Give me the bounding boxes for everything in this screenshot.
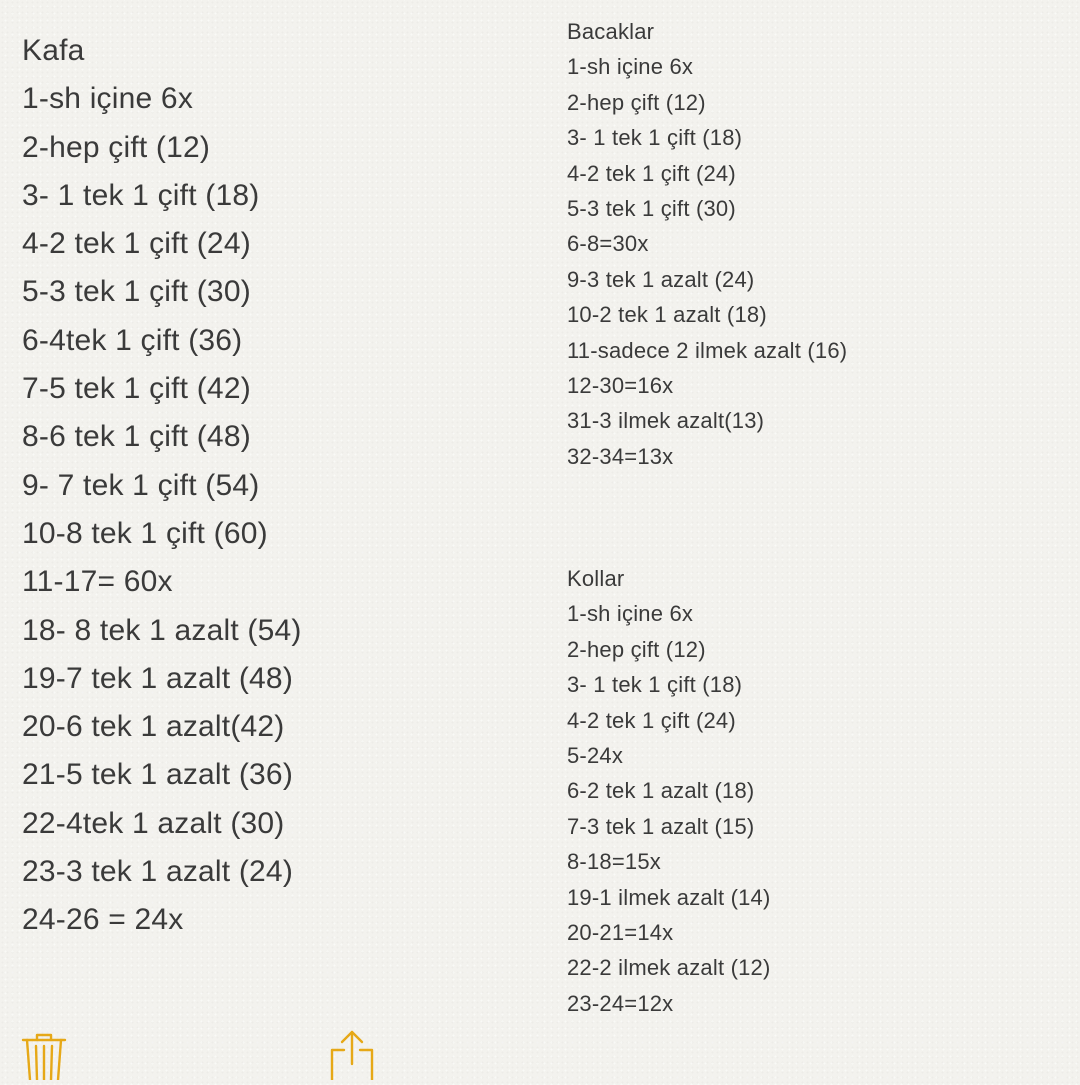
note-line: 7-5 tek 1 çift (42) xyxy=(22,372,251,406)
note-line: 3- 1 tek 1 çift (18) xyxy=(567,672,743,698)
note-line: 9-3 tek 1 azalt (24) xyxy=(567,266,755,292)
note-line: 7-3 tek 1 azalt (15) xyxy=(567,813,755,839)
note-line: 11-17= 60x xyxy=(22,565,173,599)
note-line: 9- 7 tek 1 çift (54) xyxy=(22,468,260,502)
note-line: 8-6 tek 1 çift (48) xyxy=(22,420,251,454)
note-line: 5-3 tek 1 çift (30) xyxy=(22,275,251,309)
note-line: 2-hep çift (12) xyxy=(567,89,706,115)
note-line: 23-3 tek 1 azalt (24) xyxy=(22,855,294,889)
note-line: 22-2 ilmek azalt (12) xyxy=(567,955,771,981)
trash-icon[interactable] xyxy=(21,1030,67,1085)
note-line: 1-sh içine 6x xyxy=(22,82,194,116)
note-line: 3- 1 tek 1 çift (18) xyxy=(22,178,260,212)
note-line: 11-sadece 2 ilmek azalt (16) xyxy=(567,337,848,363)
note-line: 5-3 tek 1 çift (30) xyxy=(567,196,736,222)
note-line: 22-4tek 1 azalt (30) xyxy=(22,806,285,840)
note-line: 2-hep çift (12) xyxy=(567,636,706,662)
note-line: 6-8=30x xyxy=(567,231,649,257)
note-line: 21-5 tek 1 azalt (36) xyxy=(22,758,294,792)
note-section-head xyxy=(22,27,302,945)
share-icon[interactable] xyxy=(328,1030,376,1085)
note-line: 20-21=14x xyxy=(567,920,674,946)
note-line: 6-2 tek 1 azalt (18) xyxy=(567,778,755,804)
note-section-legs xyxy=(567,14,847,474)
note-line: 4-2 tek 1 çift (24) xyxy=(567,707,736,733)
note-line: 12-30=16x xyxy=(567,373,674,399)
note-line: 4-2 tek 1 çift (24) xyxy=(22,227,251,261)
note-line: 1-sh içine 6x xyxy=(567,601,694,627)
note-line: 18- 8 tek 1 azalt (54) xyxy=(22,613,302,647)
note-line: 31-3 ilmek azalt(13) xyxy=(567,408,765,434)
note-line: 4-2 tek 1 çift (24) xyxy=(567,160,736,186)
note-line: 24-26 = 24x xyxy=(22,903,184,937)
note-line: 10-2 tek 1 azalt (18) xyxy=(567,302,767,328)
note-line: 2-hep çift (12) xyxy=(22,130,211,164)
note-line: 6-4tek 1 çift (36) xyxy=(22,323,243,357)
note-line: 8-18=15x xyxy=(567,849,661,875)
note-line: 19-7 tek 1 azalt (48) xyxy=(22,661,294,695)
note-line: 1-sh içine 6x xyxy=(567,54,694,80)
note-line: 5-24x xyxy=(567,743,624,769)
note-line: 19-1 ilmek azalt (14) xyxy=(567,884,771,910)
note-line: 10-8 tek 1 çift (60) xyxy=(22,516,268,550)
note-line: 23-24=12x xyxy=(567,990,674,1016)
section-title-arms: Kollar xyxy=(567,566,625,591)
section-title-head: Kafa xyxy=(22,34,85,67)
note-line: 3- 1 tek 1 çift (18) xyxy=(567,125,743,151)
note-line: 32-34=13x xyxy=(567,443,674,469)
note-section-arms xyxy=(567,561,771,1021)
note-line: 20-6 tek 1 azalt(42) xyxy=(22,710,285,744)
section-title-legs: Bacaklar xyxy=(567,19,655,44)
